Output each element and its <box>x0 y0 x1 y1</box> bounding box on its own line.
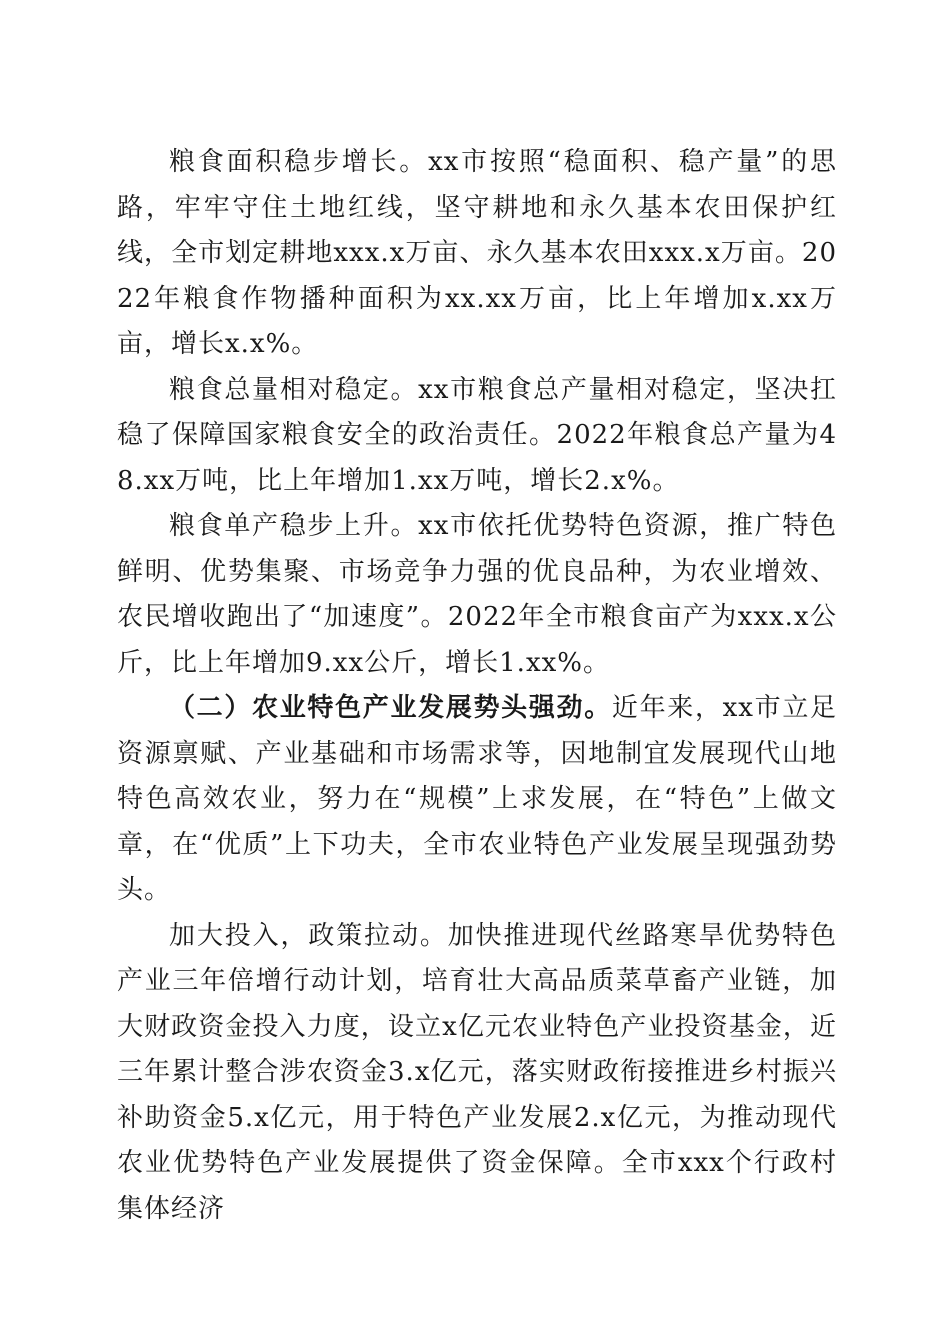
paragraph-text: 加大投入，政策拉动。加快推进现代丝路寒旱优势特色产业三年倍增行动计划，培育壮大高品质菜草畜产业链，加大财政资金投入力度，设立x亿元农业特色产业投资基金，近三年累计整合涉农资金3.x亿元，落实财政衔接推进乡村振兴补助资金5.x亿元，用于特色产业发展2.x亿元，为推动现代农业优势特色产业发展提供了资金保障。全市xxx个行政村集体经济 <box>117 920 837 1224</box>
section-heading: （二）农业特色产业发展势头强劲。 <box>169 693 612 723</box>
paragraph-section-two <box>117 686 837 914</box>
paragraph-investment <box>117 914 837 1233</box>
paragraph-grain-output <box>117 368 837 505</box>
paragraph-grain-area <box>117 140 837 368</box>
document-page <box>117 140 837 1232</box>
paragraph-text: 粮食单产稳步上升。xx市依托优势特色资源，推广特色鲜明、优势集聚、市场竞争力强的优良品种，为农业增效、农民增收跑出了“加速度”。2022年全市粮食亩产为xxx.x公斤，比上年增加9.xx公斤，增长1.xx%。 <box>117 511 837 678</box>
paragraph-text: 粮食总量相对稳定。xx市粮食总产量相对稳定，坚决扛稳了保障国家粮食安全的政治责任。2022年粮食总产量为48.xx万吨，比上年增加1.xx万吨，增长2.x%。 <box>117 374 837 496</box>
paragraph-grain-yield <box>117 504 837 686</box>
paragraph-text: 近年来，xx市立足资源禀赋、产业基础和市场需求等，因地制宜发展现代山地特色高效农业，努力在“规模”上求发展，在“特色”上做文章，在“优质”上下功夫，全市农业特色产业发展呈现强劲势头。 <box>117 693 837 905</box>
paragraph-text: 粮食面积稳步增长。xx市按照“稳面积、稳产量”的思路，牢牢守住土地红线，坚守耕地和永久基本农田保护红线，全市划定耕地xxx.x万亩、永久基本农田xxx.x万亩。2022年粮食作物播种面积为xx.xx万亩，比上年增加x.xx万亩，增长x.x%。 <box>117 147 837 359</box>
